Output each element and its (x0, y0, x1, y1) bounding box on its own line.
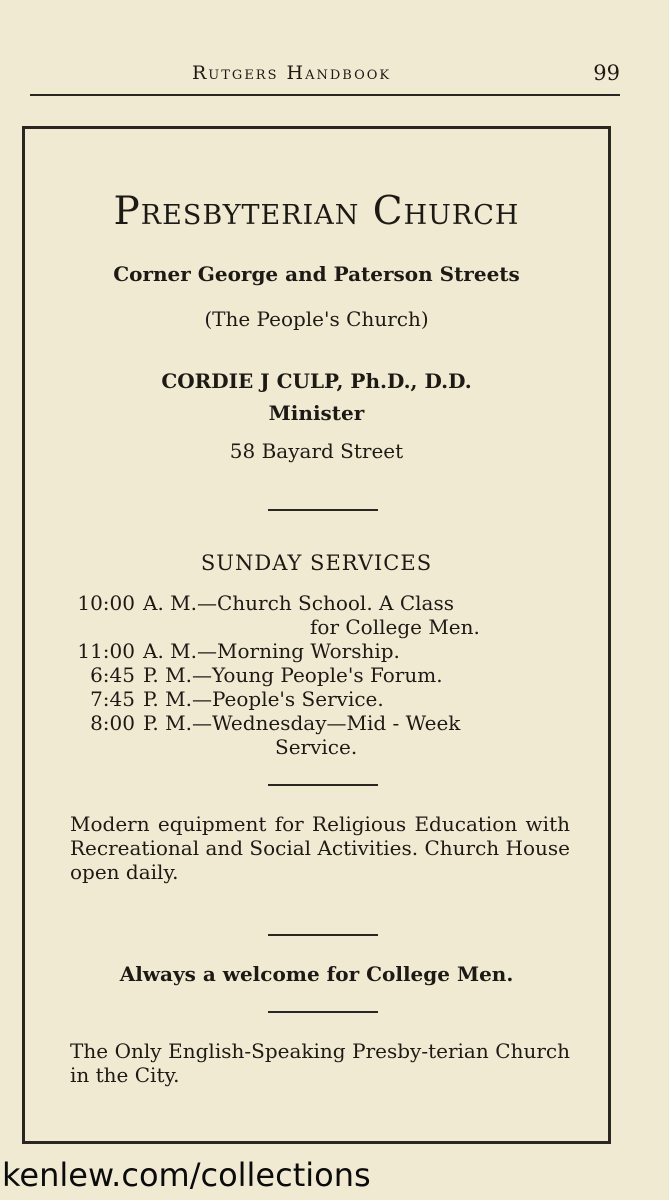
service-description: A. M.—Morning Worship. (143, 639, 400, 663)
minister-address: 58 Bayard Street (229, 439, 404, 463)
only-church-paragraph: The Only English-Speaking Presby-terian Church in the City. (70, 1039, 570, 1087)
church-address: Corner George and Paterson Streets (113, 262, 520, 286)
equipment-paragraph: Modern equipment for Religious Education with Recreational and Social Activities. Church House open daily. (70, 812, 570, 884)
service-time: 6:45 (90, 663, 135, 687)
minister-name: CORDIE J CULP, Ph.D., D.D. (161, 369, 472, 393)
service-continuation: for College Men. (310, 615, 480, 639)
welcome-line: Always a welcome for College Men. (119, 962, 514, 986)
service-item (70, 639, 580, 663)
header-rule (30, 94, 620, 96)
service-description: P. M.—Young People's Forum. (143, 663, 443, 687)
divider-rule (268, 784, 378, 786)
service-item (70, 711, 580, 735)
divider-rule (268, 934, 378, 936)
page-number: 99 (593, 61, 620, 85)
services-list (70, 591, 580, 759)
church-nickname: (The People's Church) (204, 307, 429, 331)
minister-role: Minister (268, 401, 365, 425)
service-time: 7:45 (90, 687, 135, 711)
service-continuation: Service. (275, 735, 358, 759)
service-item (70, 591, 580, 615)
service-description: A. M.—Church School. A Class (143, 591, 454, 615)
church-name: Presbyterian Church (113, 189, 520, 234)
page-header (30, 58, 620, 94)
service-description: P. M.—People's Service. (143, 687, 384, 711)
service-description: P. M.—Wednesday—Mid - Week (143, 711, 461, 735)
divider-rule (268, 509, 378, 511)
service-time: 11:00 (77, 639, 135, 663)
service-time: 10:00 (77, 591, 135, 615)
services-heading: SUNDAY SERVICES (200, 551, 433, 575)
church-advertisement (22, 126, 611, 1144)
service-item (70, 687, 580, 711)
running-header-title: Rutgers Handbook (192, 62, 392, 84)
divider-rule (268, 1011, 378, 1013)
watermark-url: kenlew.com/collections (2, 1156, 371, 1194)
service-time: 8:00 (90, 711, 135, 735)
service-item (70, 663, 580, 687)
